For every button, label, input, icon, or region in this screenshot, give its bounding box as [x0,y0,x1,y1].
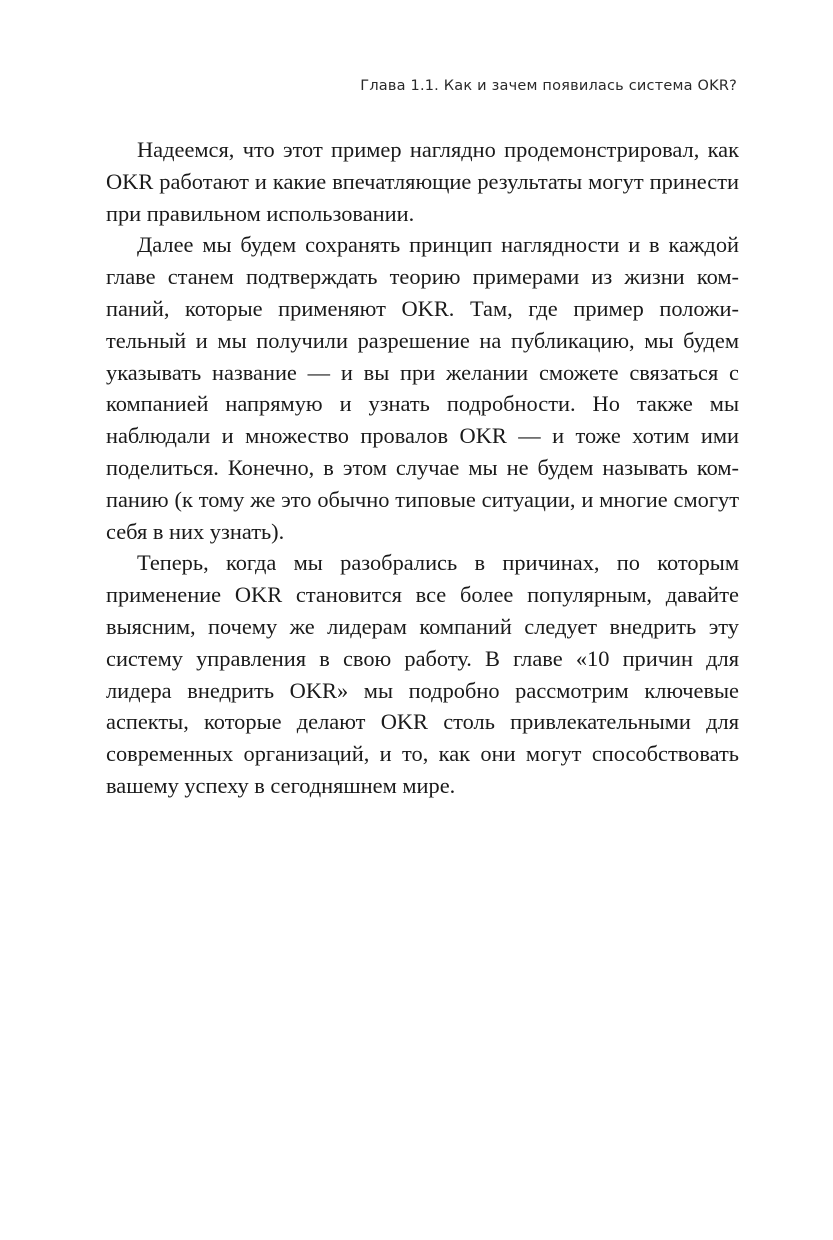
paragraph-3: Теперь, когда мы разобрались в причинах, по которым применение OKR становится все более популярным, давайте выясним, почему же лидерам компаний следует внедрить эту систему управления в свою работу. В главе «10 причин для лидера внедрить OKR» мы подробно рассмотрим ключевые аспекты, которые делают OKR столь привлекательными для современных организаций, и то, как они могут способствовать вашему успеху в сегодняшнем мире. [106,550,739,798]
paragraph-1: Надеемся, что этот пример наглядно продемонстрировал, как OKR работают и какие впечатляющие результаты могут принести при правильном использовании. [106,137,739,226]
paragraph-2: Далее мы будем сохранять принцип наглядности и в каждой главе станем подтверждать теорию примерами из жизни компаний, которые применяют OKR. Там, где пример положительный и мы получили разрешение на публикацию, мы будем указывать название — и вы при желании сможете связаться с компанией напрямую и узнать подробности. Но также мы наблюдали и множество провалов OKR — и тоже хотим ими поделиться. Конечно, в этом случае мы не будем называть компанию (к тому же это обычно типовые ситуации, и многие смогут себя в них узнать). [106,232,739,544]
running-header: Глава 1.1. Как и зачем появилась система OKR? [360,78,737,94]
body-text [106,134,739,802]
